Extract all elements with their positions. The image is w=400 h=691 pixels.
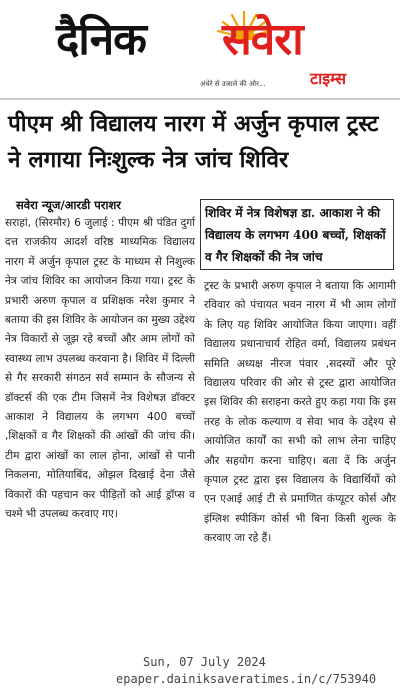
article-byline: सवेरा न्यूज/आरडी पराशर	[16, 198, 121, 212]
logo-dainik: दैनिक	[56, 14, 146, 65]
article-body-right: ट्रस्ट के प्रभारी अरुण कृपाल ने बताया कि आगामी रविवार को पंचायत भवन नारग में भी आम लोगों के लिए यह शिविर आयोजित किया जाएगा। वहीं विद्यालय प्रधानाचार्य रोहित वर्मा, विद्यालय प्रबंधन समिति अध्यक्ष नीरज पंवार ,सदस्यों और पूरे विद्यालय परिवार की ओर से ट्रस्ट द्वारा आयोजित इस शिविर की सराहना करते हुए कहा गया कि इस तरह के लोक कल्याण व सेवा भाव के उद्देश्य से आयोजित कार्यों का सभी को लाभ लेना चाहिए और सहयोग करना चाहिए। बता दें कि अर्जुन कृपाल ट्रस्ट द्वारा इस विद्यालय के विद्यार्थियों को एन एआई आई टी से प्रमाणित कंप्यूटर कोर्स और इंग्लिश स्पीकिंग कोर्स भी बिना किसी शुल्क के करवाए जा रहे हैं।	[204, 280, 396, 545]
edition-date: Sun, 07 July 2024	[143, 655, 266, 669]
logo-times: टाइम्स	[310, 69, 347, 88]
epaper-url[interactable]: epaper.dainiksaveratimes.in/c/753940	[116, 672, 377, 686]
highlight-box: शिविर में नेत्र विशेषज्ञ डा. आकाश ने की विद्यालय के लगभग 400 बच्चों, शिक्षकों व गैर शिक्षकों की नेत्र जांच	[200, 199, 394, 270]
masthead-divider	[0, 98, 400, 100]
tagline: अंधेरे से उजाले की ओर...	[200, 80, 266, 88]
logo-savera: सवेरा	[222, 14, 303, 65]
article-body-left: सराहां, (सिरमौर) 6 जुलाई : पीएम श्री पंडित दुर्गा दत्त राजकीय आदर्श वरिष्ठ माध्यमिक विद्यालय नारग में अर्जुन कृपाल ट्रस्ट के माध्यम से निशुल्क नेत्र जांच शिविर का आयोजन किया गया। ट्रस्ट के प्रभारी अरुण कृपाल व प्रशिक्षक नरेश कुमार ने बताया की इस शिविर के आयोजन का मुख्य उद्देश्य नेत्र विकारों से जूझ रहे बच्चों और आम लोगों को स्वास्थ्य लाभ उपलब्ध करवाना है। शिविर में दिल्ली से गैर सरकारी संगठन सर्व सम्मान के सौजन्य से डॉक्टर्स की एक टीम जिसमें नेत्र विशेषज्ञ डॉक्टर आकाश ने विद्यालय के लगभग 400 बच्चों ,शिक्षकों व गैर शिक्षकों की आंखों की जांच की। टीम द्वारा आंखों का लाल होना, आंखों से पानी निकलना, मोतियाबिंद, ओझल दिखाई देना जैसे विकारों की पहचान कर पीड़ितों को आई ड्रॉप्स व चश्मे भी उपलब्ध करवाए गए।	[5, 217, 195, 521]
masthead	[0, 0, 400, 98]
article-headline: पीएम श्री विद्यालय नारग में अर्जुन कृपाल ट्रस्ट ने लगाया निःशुल्क नेत्र जांच शिविर	[8, 111, 379, 173]
